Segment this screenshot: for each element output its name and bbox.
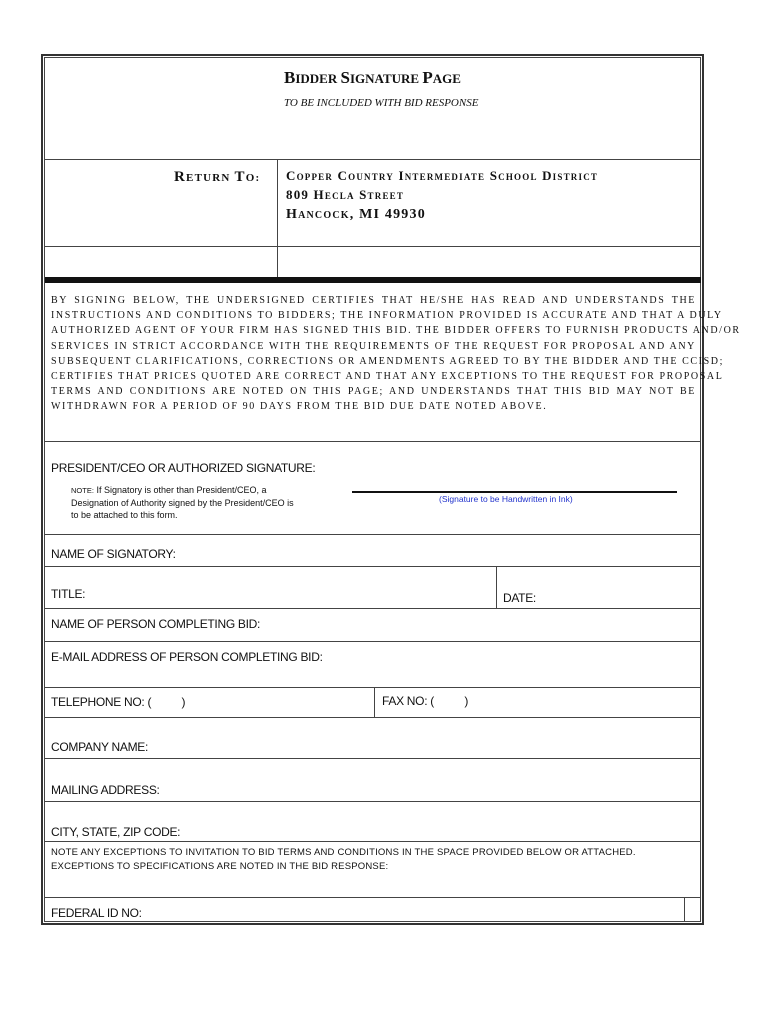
company-name-field[interactable]: COMPANY NAME: bbox=[51, 740, 149, 754]
return-to-label: RETURN TO: bbox=[174, 169, 261, 185]
date-field[interactable]: DATE: bbox=[503, 591, 536, 605]
certification-line: SERVICES IN STRICT ACCORDANCE WITH THE REQUIREMENTS OF THE REQUEST FOR PROPOSAL AND ANY bbox=[51, 340, 696, 352]
certification-line: BY SIGNING BELOW, THE UNDERSIGNED CERTIFIES THAT HE/SHE HAS READ AND UNDERSTANDS THE bbox=[51, 295, 696, 306]
divider bbox=[45, 534, 701, 535]
signature-label: PRESIDENT/CEO OR AUTHORIZED SIGNATURE: bbox=[51, 461, 316, 475]
certification-line: WITHDRAWN FOR A PERIOD OF 90 DAYS FROM THE BID DUE DATE NOTED ABOVE. bbox=[51, 401, 548, 413]
title-field[interactable]: TITLE: bbox=[51, 587, 86, 601]
divider bbox=[45, 801, 701, 802]
certification-line: INSTRUCTIONS AND CONDITIONS TO BIDDERS; THE INFORMATION PROVIDED IS ACCURATE AND THAT A DULY bbox=[51, 310, 723, 322]
divider bbox=[45, 641, 701, 642]
section-bar bbox=[45, 277, 701, 283]
name-of-signatory-field[interactable]: NAME OF SIGNATORY: bbox=[51, 547, 176, 561]
divider bbox=[45, 246, 701, 247]
certification-line: TERMS AND CONDITIONS ARE NOTED ON THIS PAGE; AND UNDERSTANDS THAT THIS BID MAY NOT BE bbox=[51, 386, 696, 398]
divider bbox=[45, 717, 701, 718]
divider bbox=[45, 758, 701, 759]
federal-id-field[interactable]: FEDERAL ID NO: bbox=[51, 906, 142, 920]
divider bbox=[45, 441, 701, 442]
mailing-address-field[interactable]: MAILING ADDRESS: bbox=[51, 783, 160, 797]
signature-line[interactable] bbox=[352, 491, 677, 493]
divider bbox=[45, 841, 701, 842]
email-field[interactable]: E-MAIL ADDRESS OF PERSON COMPLETING BID: bbox=[51, 650, 323, 664]
exceptions-note-1: NOTE ANY EXCEPTIONS TO INVITATION TO BID TERMS AND CONDITIONS IN THE SPACE PROVIDED BELOW OR ATTACHED. bbox=[51, 847, 636, 858]
address-line-2: 809 Hecla Street bbox=[286, 187, 405, 202]
exceptions-note-2: EXCEPTIONS TO SPECIFICATIONS ARE NOTED IN THE BID RESPONSE: bbox=[51, 861, 389, 872]
telephone-field[interactable]: TELEPHONE NO: ( ) bbox=[51, 695, 186, 709]
divider bbox=[45, 159, 701, 160]
divider bbox=[45, 687, 701, 688]
certification-line: AUTHORIZED AGENT OF YOUR FIRM HAS SIGNED THIS BID. THE BIDDER OFFERS TO FURNISH PRODUCTS AND/OR bbox=[51, 325, 741, 337]
divider bbox=[45, 897, 701, 898]
return-to-divider bbox=[277, 160, 278, 277]
divider bbox=[45, 608, 701, 609]
federal-id-box-divider bbox=[684, 898, 685, 922]
page-subtitle: TO BE INCLUDED WITH BID RESPONSE bbox=[284, 97, 479, 109]
certification-line: CERTIFIES THAT PRICES QUOTED ARE CORRECT AND THAT ANY EXCEPTIONS TO THE REQUEST FOR PROPOSAL bbox=[51, 371, 724, 383]
city-state-zip-field[interactable]: CITY, STATE, ZIP CODE: bbox=[51, 825, 181, 839]
title-date-divider bbox=[496, 567, 497, 608]
signature-note: NOTE: If Signatory is other than President/CEO, a Designation of Authority signed by the President/CEO is to be attached to this form. bbox=[71, 485, 294, 520]
certification-line: SUBSEQUENT CLARIFICATIONS, CORRECTIONS OR AMENDMENTS AGREED TO BY THE BIDDER AND THE CCISD; bbox=[51, 355, 724, 367]
person-completing-field[interactable]: NAME OF PERSON COMPLETING BID: bbox=[51, 617, 261, 631]
fax-field[interactable]: FAX NO: ( ) bbox=[382, 694, 469, 708]
page-title: BIDDER SIGNATURE PAGE bbox=[284, 68, 461, 87]
signature-caption: (Signature to be Handwritten in Ink) bbox=[439, 494, 573, 504]
address-line-3: Hancock, MI 49930 bbox=[286, 207, 426, 222]
certification-text bbox=[51, 293, 741, 415]
address-line-1: Copper Country Intermediate School District bbox=[286, 168, 599, 183]
divider bbox=[45, 566, 701, 567]
phone-fax-divider bbox=[374, 688, 375, 717]
